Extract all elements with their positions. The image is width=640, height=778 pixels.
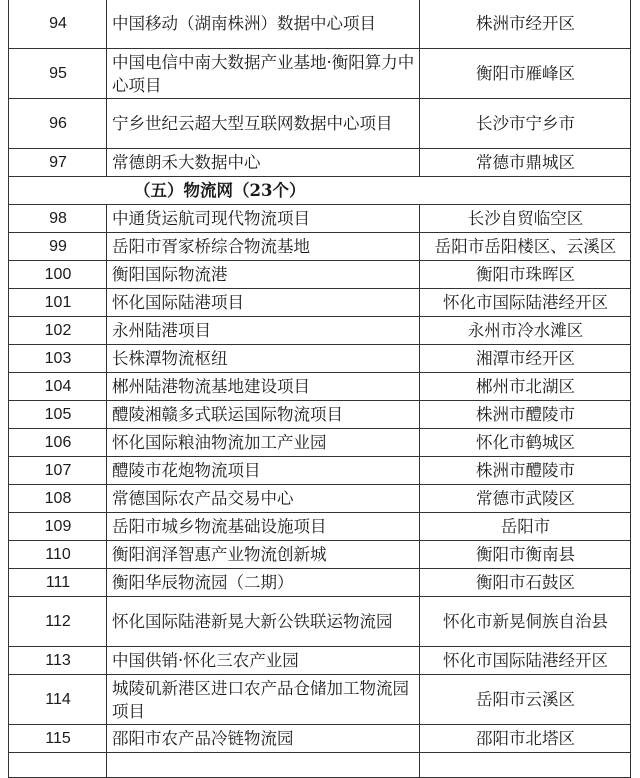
table-row [9,261,631,289]
project-location: 衡阳市石鼓区 [420,569,631,597]
project-location: 怀化市新晃侗族自治县 [420,597,631,647]
project-name: 郴州陆港物流基地建设项目 [107,373,420,401]
row-number: 94 [9,0,107,49]
project-location: 湘潭市经开区 [420,345,631,373]
row-number: 97 [9,149,107,177]
row-number: 114 [9,675,107,725]
table-row [9,317,631,345]
project-location: 岳阳市岳阳楼区、云溪区 [420,233,631,261]
row-number: 99 [9,233,107,261]
row-number: 115 [9,725,107,753]
section-header-row [9,177,631,205]
project-location: 常德市武陵区 [420,485,631,513]
project-location: 怀化市国际陆港经开区 [420,647,631,675]
project-location: 岳阳市云溪区 [420,675,631,725]
project-name: 醴陵市花炮物流项目 [107,457,420,485]
project-location: 怀化市鹤城区 [420,429,631,457]
table-row [9,49,631,99]
row-number: 111 [9,569,107,597]
project-name: 怀化国际陆港项目 [107,289,420,317]
table-row [9,675,631,725]
project-name: 中国供销·怀化三农产业园 [107,647,420,675]
table-row [9,233,631,261]
project-name: 宁乡世纪云超大型互联网数据中心项目 [107,99,420,149]
project-location: 永州市冷水滩区 [420,317,631,345]
project-location: 衡阳市珠晖区 [420,261,631,289]
project-name: 中国电信中南大数据产业基地·衡阳算力中心项目 [107,49,420,99]
row-number: 103 [9,345,107,373]
row-number: 112 [9,597,107,647]
row-number: 101 [9,289,107,317]
project-location: 邵阳市北塔区 [420,725,631,753]
row-number: 95 [9,49,107,99]
project-location: 株洲市醴陵市 [420,457,631,485]
cutoff-cell [9,753,107,778]
project-location: 长沙市宁乡市 [420,99,631,149]
row-number: 107 [9,457,107,485]
table-row [9,569,631,597]
project-name: 中通货运航司现代物流项目 [107,205,420,233]
project-name: 常德国际农产品交易中心 [107,485,420,513]
project-name: 中国移动（湖南株洲）数据中心项目 [107,0,420,49]
row-number: 105 [9,401,107,429]
table-row [9,345,631,373]
project-location: 岳阳市 [420,513,631,541]
row-number: 104 [9,373,107,401]
row-number: 106 [9,429,107,457]
project-location: 郴州市北湖区 [420,373,631,401]
row-number: 110 [9,541,107,569]
row-number: 109 [9,513,107,541]
table-row [9,289,631,317]
project-table-body [9,0,631,778]
row-number: 96 [9,99,107,149]
project-location: 株洲市经开区 [420,0,631,49]
project-name: 永州陆港项目 [107,317,420,345]
table-row [9,485,631,513]
project-location: 衡阳市衡南县 [420,541,631,569]
table-row [9,513,631,541]
table-row [9,597,631,647]
table-row [9,725,631,753]
project-location: 衡阳市雁峰区 [420,49,631,99]
project-name: 岳阳市胥家桥综合物流基地 [107,233,420,261]
project-location: 常德市鼎城区 [420,149,631,177]
table-row [9,429,631,457]
project-name: 城陵矶新港区进口农产品仓储加工物流园项目 [107,675,420,725]
project-name: 怀化国际粮油物流加工产业园 [107,429,420,457]
table-row [9,401,631,429]
project-name: 邵阳市农产品冷链物流园 [107,725,420,753]
table-row-cutoff [9,753,631,778]
project-location: 株洲市醴陵市 [420,401,631,429]
table-row [9,457,631,485]
table-row [9,99,631,149]
project-name: 衡阳国际物流港 [107,261,420,289]
project-name: 怀化国际陆港新晃大新公铁联运物流园 [107,597,420,647]
row-number: 100 [9,261,107,289]
row-number: 108 [9,485,107,513]
project-name: 衡阳润泽智惠产业物流创新城 [107,541,420,569]
project-name: 常德朗禾大数据中心 [107,149,420,177]
table-row [9,647,631,675]
table-row [9,0,631,49]
row-number: 98 [9,205,107,233]
table-row [9,149,631,177]
row-number: 102 [9,317,107,345]
project-name: 醴陵湘赣多式联运国际物流项目 [107,401,420,429]
project-location: 长沙自贸临空区 [420,205,631,233]
row-number: 113 [9,647,107,675]
project-name: 衡阳华辰物流园（二期） [107,569,420,597]
project-location: 怀化市国际陆港经开区 [420,289,631,317]
project-name: 岳阳市城乡物流基础设施项目 [107,513,420,541]
section-title: （五）物流网（23个） [9,177,631,205]
cutoff-cell [107,753,420,778]
project-table [8,0,631,778]
table-row [9,373,631,401]
table-row [9,205,631,233]
table-row [9,541,631,569]
project-name: 长株潭物流枢纽 [107,345,420,373]
cutoff-cell [420,753,631,778]
